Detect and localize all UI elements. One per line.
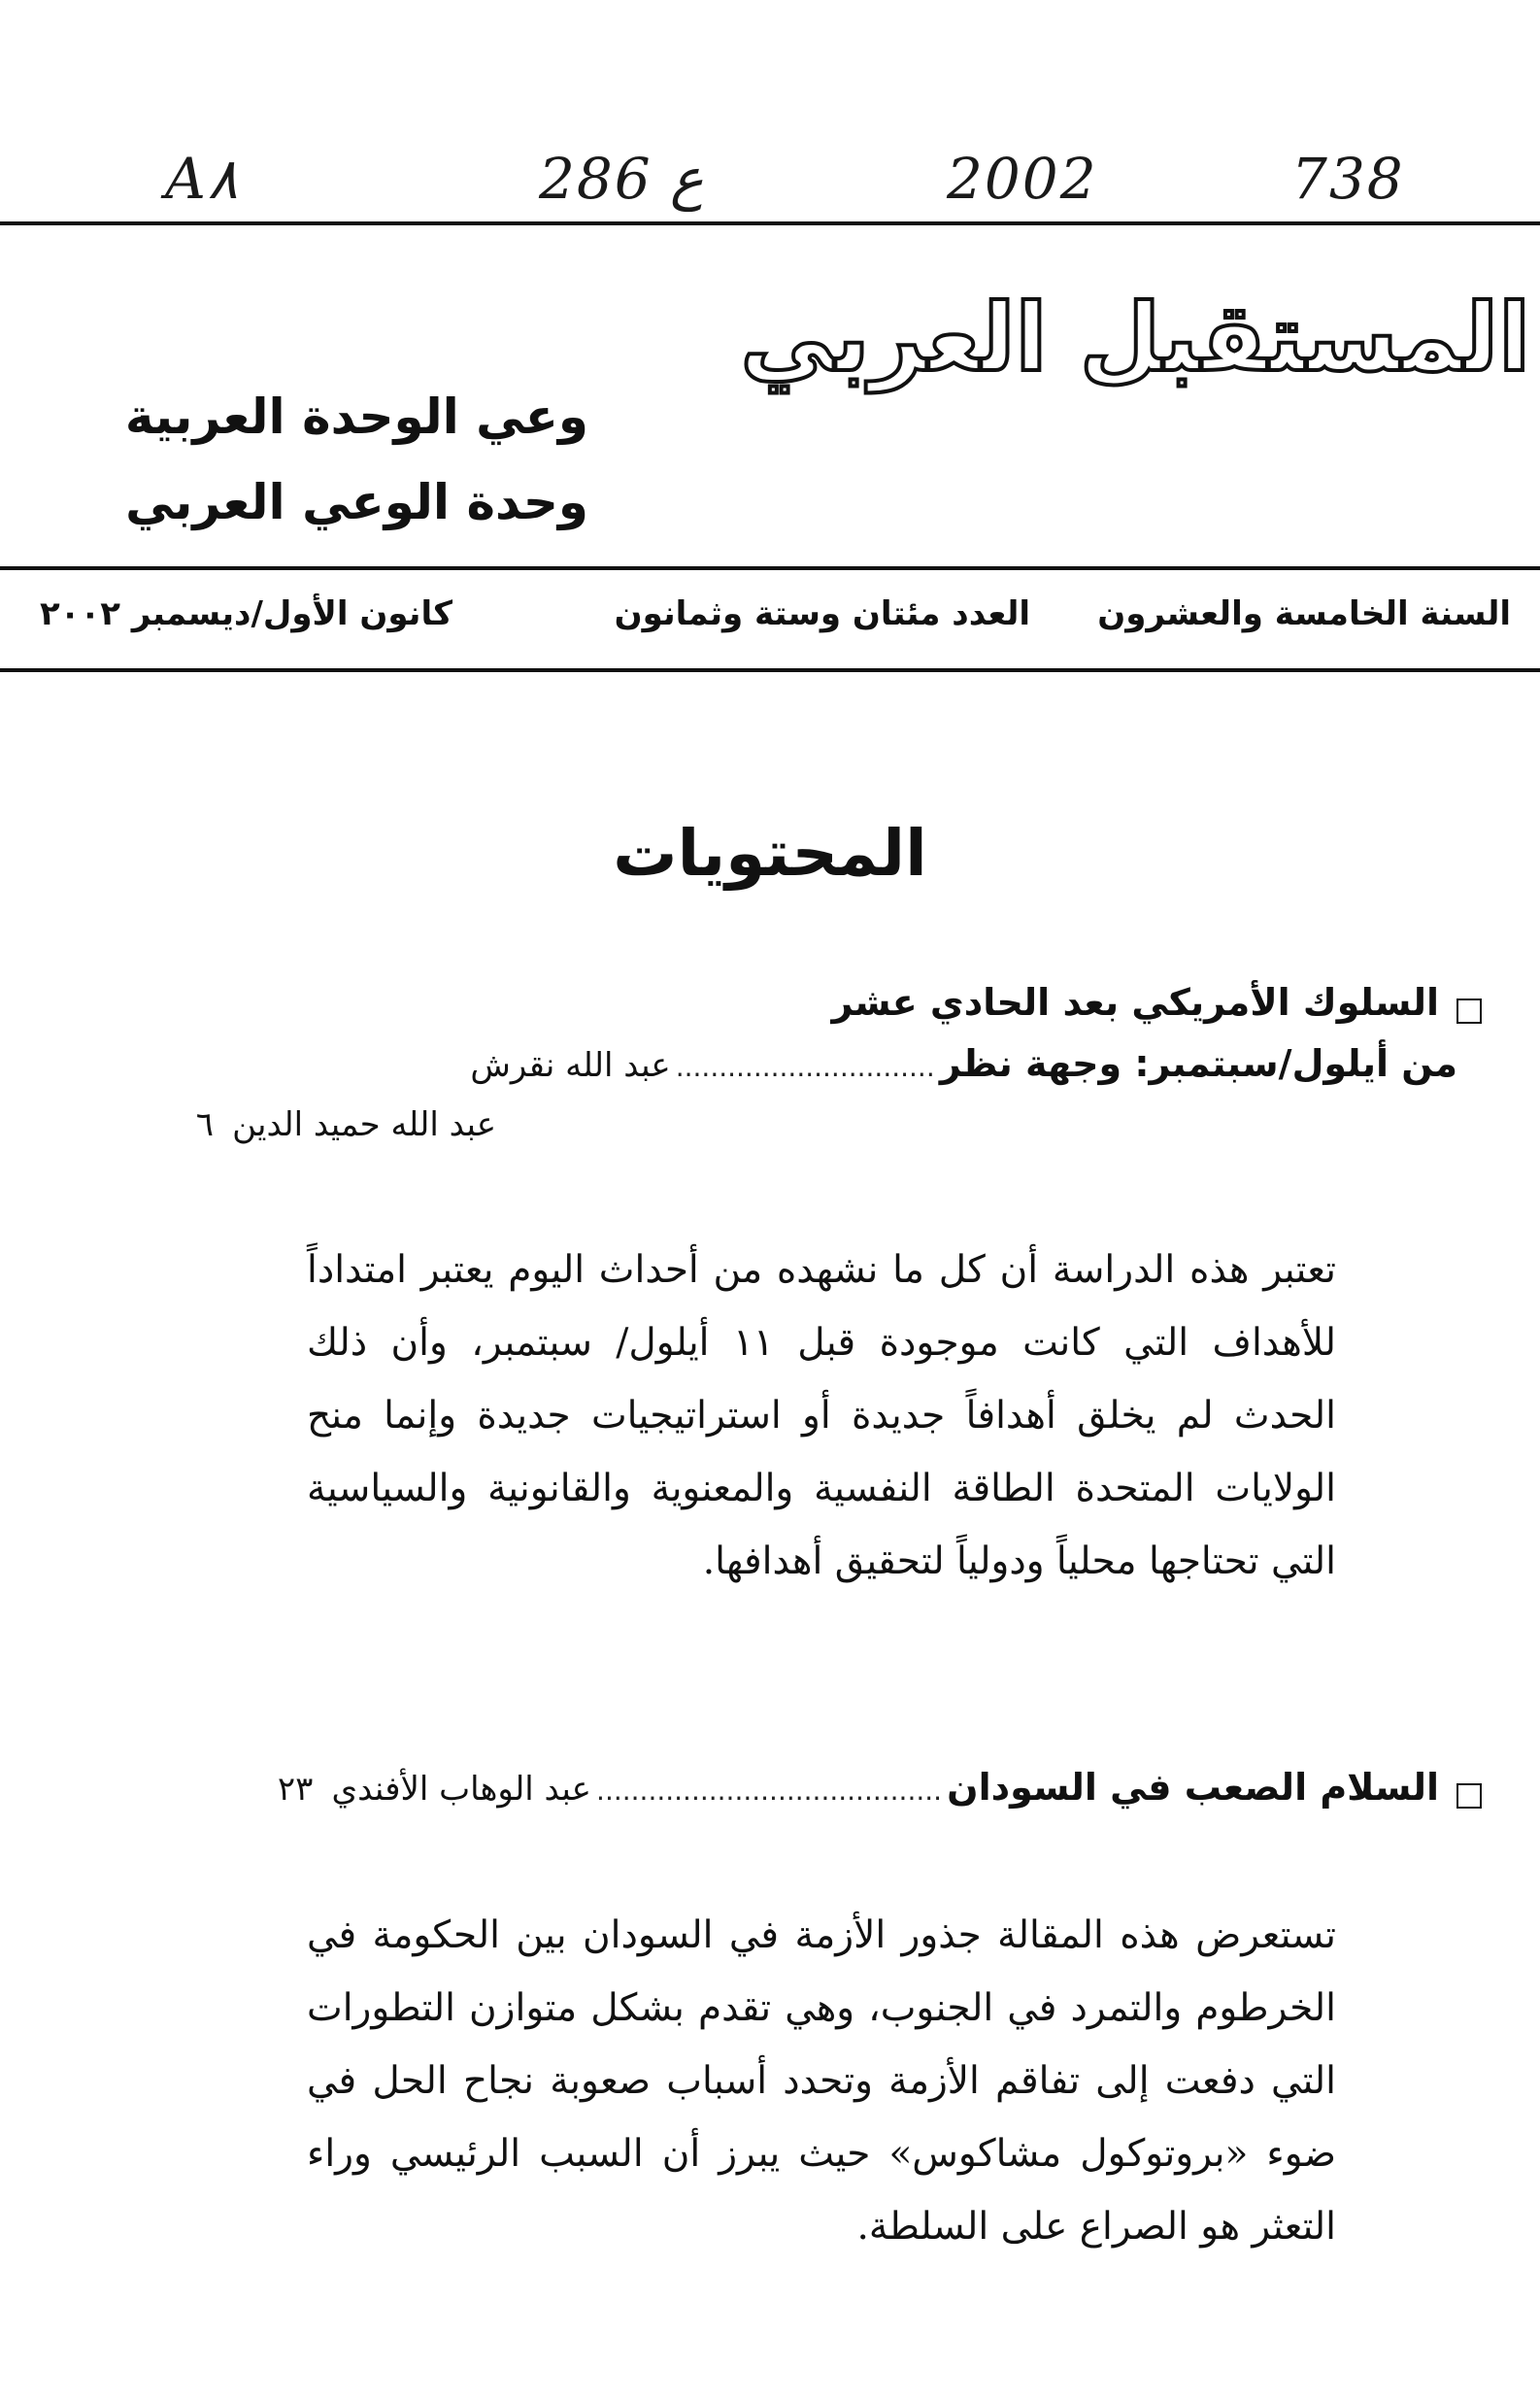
motto-line-1: وعي الوحدة العربية — [124, 389, 588, 445]
issue-rule-top — [0, 566, 1540, 570]
article-1-title-line-1 — [831, 981, 1482, 1024]
handwritten-number: 286 — [539, 146, 653, 212]
issue-rule-bottom — [0, 668, 1540, 672]
article-2-abstract: تستعرض هذه المقالة جذور الأزمة في السودان بين الحكومة في الخرطوم والتمرد في الجنوب، وهي تقدم بشكل متوازن التطورات التي دفعت إلى تفاقم الأزمة وتحدد أسباب صعوبة نجاح الحل في ضوء «بروتوكول مشاكوس» حيث يبرز أن السبب الرئيسي وراء التعثر هو الصراع على السلطة. — [307, 1913, 1336, 2249]
article-1-title-text-2: من أيلول/سبتمبر: وجهة نظر — [939, 1042, 1457, 1085]
article-2-checkbox-icon — [1456, 1783, 1482, 1809]
article-2-title-line — [278, 1766, 1482, 1809]
article-2-leader-dots: ........................................ — [596, 1775, 943, 1807]
article-1-title-line-2 — [470, 1042, 1457, 1085]
motto-line-2: وحدة الوعي العربي — [125, 474, 588, 530]
handwritten-code: A٨ — [165, 146, 239, 212]
article-2-author: عبد الوهاب الأفندي — [331, 1770, 591, 1809]
article-1-leader-dots: .............................. — [675, 1051, 935, 1083]
article-1-page-number: ٦ — [195, 1105, 215, 1144]
issue-number: العدد مئتان وستة وثمانون — [614, 594, 1030, 633]
issue-year: السنة الخامسة والعشرون — [1097, 594, 1511, 633]
article-1-author-1: عبد الله نقرش — [470, 1046, 671, 1085]
handwritten-ref: 738 — [1291, 146, 1405, 212]
article-1-checkbox-icon — [1456, 998, 1482, 1024]
handwritten-year: 2002 — [947, 146, 1098, 212]
magazine-logo: المستقبل العربي — [740, 284, 1530, 392]
article-1-author-line — [196, 1105, 496, 1144]
issue-date: كانون الأول/ديسمبر ٢٠٠٢ — [40, 594, 452, 633]
article-2-page-number: ٢٣ — [277, 1770, 314, 1809]
contents-title: المحتويات — [613, 816, 927, 891]
top-rule — [0, 221, 1540, 225]
article-2-title-text: السلام الصعب في السودان — [947, 1766, 1439, 1809]
article-1-author-2: عبد الله حميد الدين — [232, 1105, 496, 1144]
article-1-title-text: السلوك الأمريكي بعد الحادي عشر — [831, 981, 1439, 1024]
article-1-abstract: تعتبر هذه الدراسة أن كل ما نشهده من أحداث اليوم يعتبر امتداداً للأهداف التي كانت موجودة قبل ١١ أيلول/ سبتمبر، وأن ذلك الحدث لم يخلق أهدافاً جديدة أو استراتيجيات جديدة وإنما منح الولايات المتحدة الطاقة النفسية والمعنوية والقانونية والسياسية التي تحتاجها محلياً ودولياً لتحقيق أهدافها. — [307, 1248, 1336, 1583]
handwritten-letter: ع — [670, 146, 704, 212]
